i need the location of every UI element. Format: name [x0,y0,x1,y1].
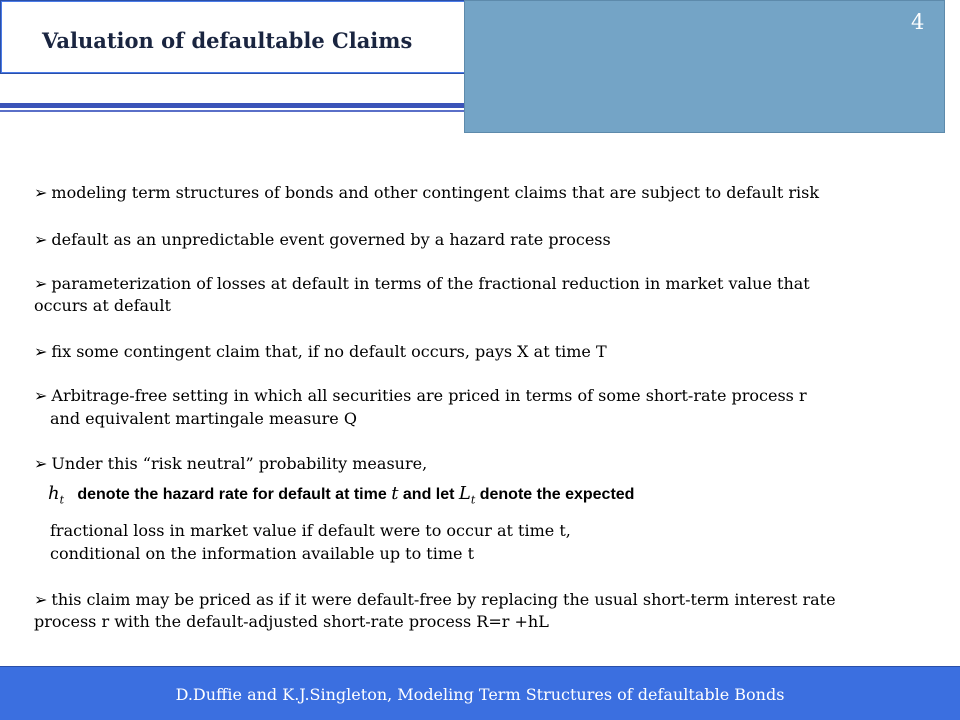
bullet-continuation [50,409,357,428]
bullet-text: occurs at default [34,296,171,315]
formula-text: denote the expected [479,486,635,503]
bullet-continuation [34,612,549,631]
slide-number: 4 [911,10,925,34]
arrow-bullet-icon: ➢ [34,386,48,405]
bullet-item [34,342,607,361]
bullet-item [34,274,810,293]
bullet-text: process r with the default-adjusted short-rate process R=r +hL [34,612,549,631]
slide-title: Valuation of defaultable Claims [42,28,413,53]
arrow-bullet-icon: ➢ [34,342,48,361]
bullet-item [34,454,427,473]
bullet-text: fix some contingent claim that, if no default occurs, pays X at time T [51,342,607,361]
divider-line [0,103,464,108]
bullet-text: Under this “risk neutral” probability measure, [51,454,428,473]
arrow-bullet-icon: ➢ [34,454,48,473]
arrow-bullet-icon: ➢ [34,183,48,202]
bullet-text: modeling term structures of bonds and other contingent claims that are subject to default risk [51,183,820,202]
header-panel [464,0,945,133]
bullet-text: fractional loss in market value if default were to occur at time t, [50,521,571,540]
formula-text: and let [402,486,455,503]
bullet-continuation [50,544,474,563]
footer-bar [0,666,960,720]
arrow-bullet-icon: ➢ [34,590,48,609]
arrow-bullet-icon: ➢ [34,274,48,293]
bullet-item [34,590,836,609]
bullet-text: this claim may be priced as if it were default-free by replacing the usual short-term interest rate [51,590,836,609]
divider-line-thin [0,110,464,112]
bullet-text: default as an unpredictable event governed by a hazard rate process [51,230,611,249]
bullet-text: and equivalent martingale measure Q [50,409,357,428]
title-frame [0,0,466,74]
bullet-item [34,386,807,405]
bullet-text: Arbitrage-free setting in which all securities are priced in terms of some short-rate process r [51,386,807,405]
footer-citation: D.Duffie and K.J.Singleton, Modeling Term Structures of defaultable Bonds [175,685,785,704]
arrow-bullet-icon: ➢ [34,230,48,249]
title-inner [1,1,465,73]
bullet-text: conditional on the information available up to time t [50,544,474,563]
bullet-continuation [34,296,171,315]
bullet-item [34,230,611,249]
formula-text: denote the hazard rate for default at time [77,486,387,503]
bullet-continuation [50,521,571,540]
loss-symbol: $L_t$ [458,483,476,507]
bullet-item [34,183,819,202]
formula-line [48,483,634,507]
hazard-rate-symbol: $h_t$ [48,483,65,507]
bullet-text: parameterization of losses at default in terms of the fractional reduction in market value that [51,274,810,293]
time-symbol: t [391,483,399,504]
